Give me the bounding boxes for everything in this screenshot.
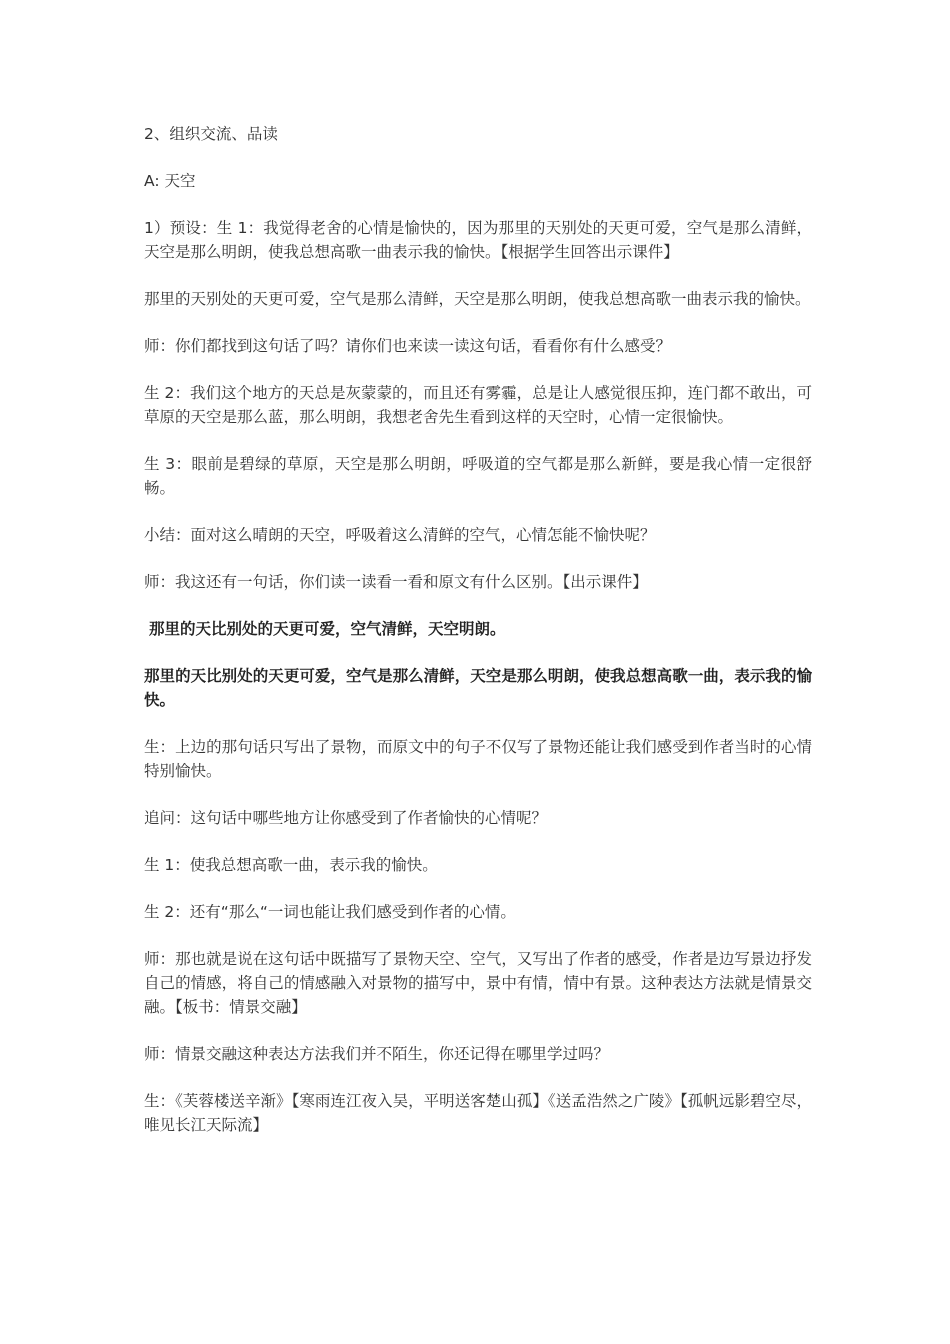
paragraph: 那里的天别处的天更可爱，空气是那么清鲜，天空是那么明朗，使我总想高歌一曲表示我的愉快。 <box>144 290 811 308</box>
paragraph: 生 2：还有“那么“一词也能让我们感受到作者的心情。 <box>144 903 516 921</box>
paragraph: 生：上边的那句话只写出了景物，而原文中的句子不仅写了景物还能让我们感受到作者当时的心情特别愉快。 <box>144 738 812 780</box>
document-page <box>144 122 812 1160</box>
paragraph: 小结：面对这么晴朗的天空，呼吸着这么清鲜的空气，心情怎能不愉快呢？ <box>144 526 656 544</box>
paragraph: 生：《芙蓉楼送辛渐》【寒雨连江夜入吴，平明送客楚山孤】《送孟浩然之广陵》【孤帆远影碧空尽，唯见长江天际流】 <box>144 1092 812 1134</box>
paragraph: 师：我这还有一句话，你们读一读看一看和原文有什么区别。【出示课件】 <box>144 573 648 591</box>
paragraph: 2、组织交流、品读 <box>144 125 278 143</box>
paragraph: 师：情景交融这种表达方法我们并不陌生，你还记得在哪里学过吗？ <box>144 1045 610 1063</box>
paragraph: 生 2：我们这个地方的天总是灰蒙蒙的，而且还有雾霾，总是让人感觉很压抑，连门都不敢出，可草原的天空是那么蓝，那么明朗，我想老舍先生看到这样的天空时，心情一定很愉快。 <box>144 384 812 426</box>
bold-paragraph: 那里的天比别处的天更可爱，空气清鲜，天空明朗。 <box>149 620 506 638</box>
paragraph: 师：那也就是说在这句话中既描写了景物天空、空气，又写出了作者的感受，作者是边写景边抒发自己的情感，将自己的情感融入对景物的描写中，景中有情，情中有景。这种表达方法就是情景交融。【板书：情景交融】 <box>144 950 812 1016</box>
paragraph: 师：你们都找到这句话了吗？请你们也来读一读这句话，看看你有什么感受？ <box>144 337 672 355</box>
paragraph: 1）预设：生 1：我觉得老舍的心情是愉快的，因为那里的天别处的天更可爱，空气是那么清鲜，天空是那么明朗，使我总想高歌一曲表示我的愉快。【根据学生回答出示课件】 <box>144 219 812 261</box>
paragraph: A: 天空 <box>144 172 196 190</box>
paragraph: 生 1：使我总想高歌一曲，表示我的愉快。 <box>144 856 438 874</box>
paragraph: 生 3：眼前是碧绿的草原，天空是那么明朗，呼吸道的空气都是那么新鲜，要是我心情一定很舒畅。 <box>144 455 812 497</box>
bold-paragraph: 那里的天比别处的天更可爱，空气是那么清鲜，天空是那么明朗，使我总想高歌一曲，表示我的愉快。 <box>144 667 812 709</box>
paragraph: 追问：这句话中哪些地方让你感受到了作者愉快的心情呢？ <box>144 809 548 827</box>
